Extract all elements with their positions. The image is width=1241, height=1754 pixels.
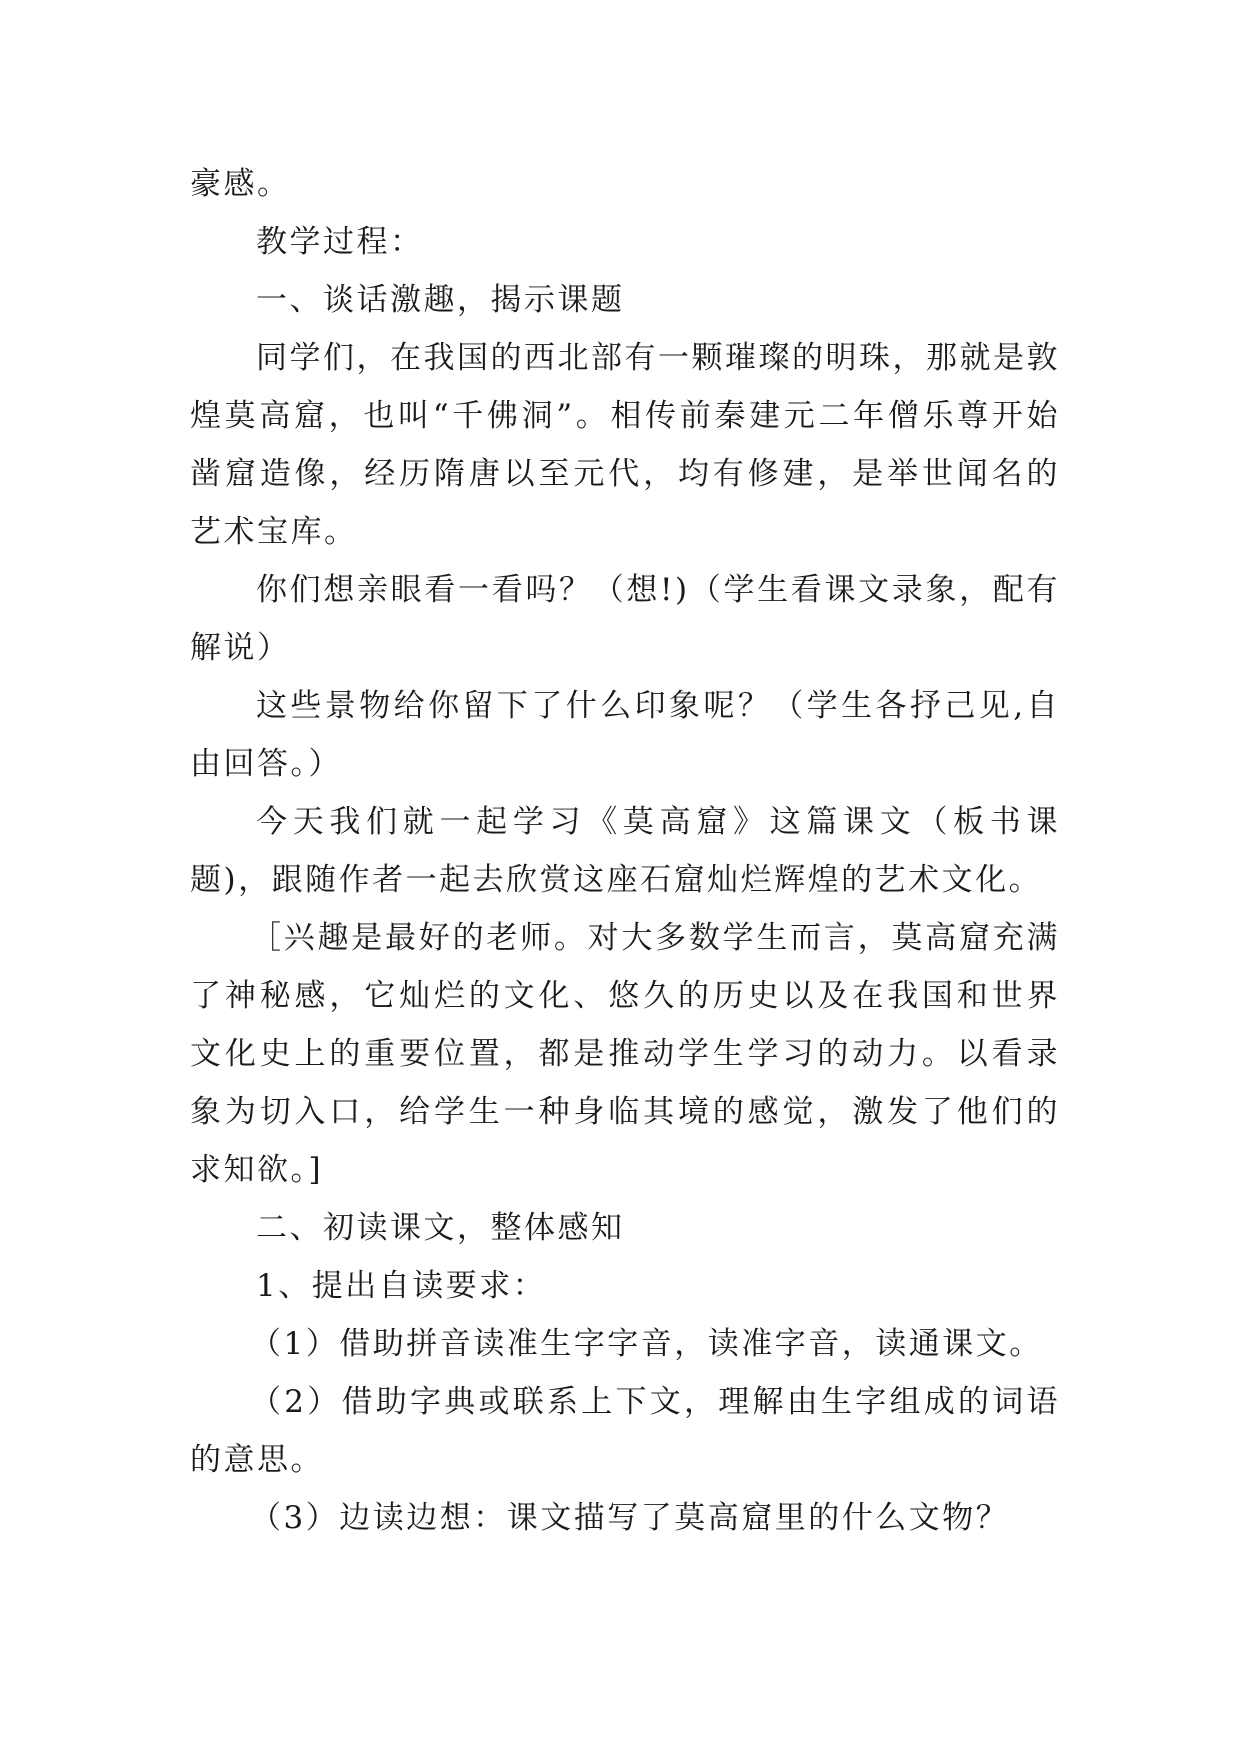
paragraph-intro: 同学们，在我国的西北部有一颗璀璨的明珠，那就是敦煌莫高窟，也叫“千佛洞”。相传前秦建元二年僧乐尊开始凿窟造像，经历隋唐以至元代，均有修建，是举世闻名的艺术宝库。 [190,340,1060,550]
section-heading-2: 二、初读课文，整体感知 [256,1210,625,1246]
paragraph-lesson-topic: 今天我们就一起学习《莫高窟》这篇课文（板书课题)，跟随作者一起去欣赏这座石窟灿烂辉煌的艺术文化。 [190,804,1060,898]
section-heading-teaching-process: 教学过程： [256,224,424,260]
paragraph-question-video: 你们想亲眼看一看吗？（想!)（学生看课文录象，配有解说） [190,572,1060,666]
section-heading-1: 一、谈话激趣，揭示课题 [256,282,625,318]
list-item-1: （1）借助拼音读准生字字音，读准字音，读通课文。 [250,1326,1043,1362]
paragraph-continuation: 豪感。 [190,166,291,202]
paragraph-question-impression: 这些景物给你留下了什么印象呢？（学生各抒己见,自由回答。） [190,688,1060,782]
list-item-2: （2）借助字典或联系上下文，理解由生字组成的词语的意思。 [190,1384,1060,1478]
list-item-3: （3）边读边想：课文描写了莫高窟里的什么文物？ [250,1500,1010,1536]
paragraph-commentary: ［兴趣是最好的老师。对大多数学生而言，莫高窟充满了神秘感，它灿烂的文化、悠久的历史以及在我国和世界文化史上的重要位置，都是推动学生学习的动力。以看录象为切入口，给学生一种身临其境的感觉，激发了他们的求知欲。] [190,920,1060,1188]
list-heading-reading-requirements: 1、提出自读要求： [256,1268,547,1304]
document-page [190,155,1060,1547]
